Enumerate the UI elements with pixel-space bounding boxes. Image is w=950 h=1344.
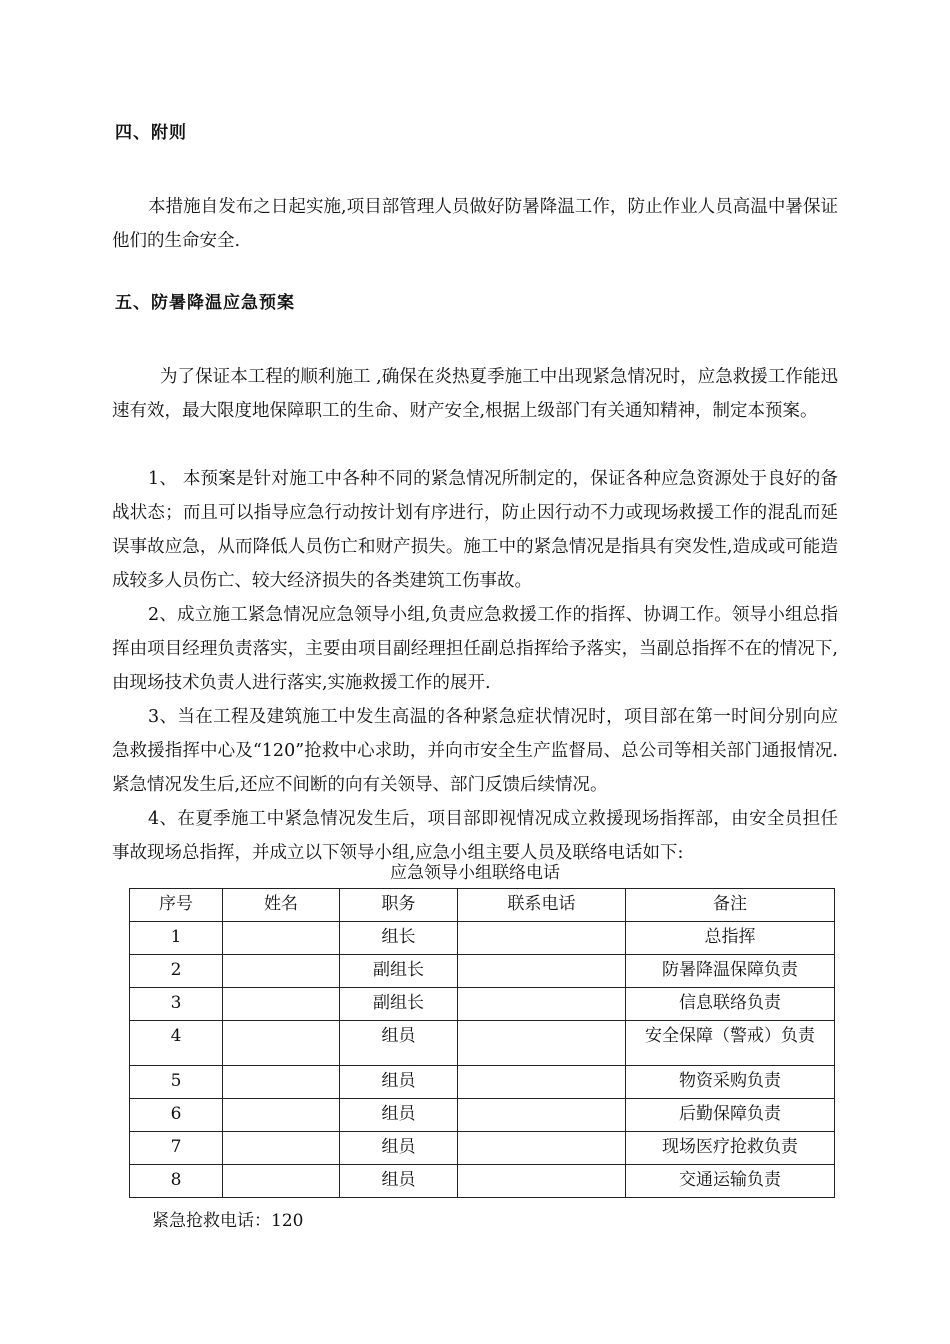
table-cell: 现场医疗抢救负责 [626, 1132, 835, 1165]
section-5-title: 五、防暑降温应急预案 [115, 293, 295, 313]
table-cell [458, 1132, 626, 1165]
emergency-phone: 紧急抢救电话：120 [152, 1211, 304, 1231]
table-cell [223, 1165, 340, 1198]
table-row [130, 922, 835, 955]
item-3-paragraph: 3、当在工程及建筑施工中发生高温的各种紧急症状情况时，项目部在第一时间分别向应急救援指挥中心及“120”抢救中心求助，并向市安全生产监督局、总公司等相关部门通报情况.紧急情况发生后,还应不间断的向有关领导、部门反馈后续情况。 [112, 707, 838, 795]
column-header: 姓名 [223, 889, 340, 922]
table-cell [458, 1165, 626, 1198]
table-cell: 信息联络负责 [626, 988, 835, 1021]
table-cell [458, 1021, 626, 1066]
column-header: 备注 [626, 889, 835, 922]
table-cell: 6 [130, 1099, 223, 1132]
table-cell: 1 [130, 922, 223, 955]
table-row [130, 955, 835, 988]
table-cell: 7 [130, 1132, 223, 1165]
table-cell [223, 1066, 340, 1099]
table-cell: 4 [130, 1021, 223, 1066]
item-4-paragraph: 4、在夏季施工中紧急情况发生后，项目部即视情况成立救援现场指挥部，由安全员担任事故现场总指挥，并成立以下领导小组,应急小组主要人员及联络电话如下: [112, 809, 838, 863]
table-cell [458, 988, 626, 1021]
table-cell [223, 955, 340, 988]
table-row [130, 1132, 835, 1165]
table-cell: 组员 [340, 1066, 458, 1099]
table-cell: 组员 [340, 1132, 458, 1165]
table-row [130, 988, 835, 1021]
table-cell: 物资采购负责 [626, 1066, 835, 1099]
table-header-row [130, 889, 835, 922]
table-cell: 组员 [340, 1021, 458, 1066]
table-row [130, 1066, 835, 1099]
table-cell: 交通运输负责 [626, 1165, 835, 1198]
table-cell: 组员 [340, 1165, 458, 1198]
table-cell: 安全保障（警戒）负责 [626, 1021, 835, 1066]
table-caption: 应急领导小组联络电话 [390, 863, 560, 883]
column-header: 序号 [130, 889, 223, 922]
table-row [130, 1021, 835, 1066]
table-cell [223, 1132, 340, 1165]
table-cell: 8 [130, 1165, 223, 1198]
table-cell [458, 1099, 626, 1132]
section-4-title: 四、附则 [115, 123, 187, 143]
table-cell: 组员 [340, 1099, 458, 1132]
item-1-paragraph: 1、 本预案是针对施工中各种不同的紧急情况所制定的，保证各种应急资源处于良好的备战状态；而且可以指导应急行动按计划有序进行，防止因行动不力或现场救援工作的混乱而延误事故应急，从而降低人员伤亡和财产损失。施工中的紧急情况是指具有突发性,造成或可能造成较多人员伤亡、较大经济损失的各类建筑工伤事故。 [112, 469, 838, 591]
table-cell: 2 [130, 955, 223, 988]
item-2-paragraph: 2、成立施工紧急情况应急领导小组,负责应急救援工作的指挥、协调工作。领导小组总指挥由项目经理负责落实，主要由项目副经理担任副总指挥给予落实，当副总指挥不在的情况下,由现场技术负责人进行落实,实施救援工作的展开. [112, 605, 838, 693]
table-cell [458, 922, 626, 955]
table-cell [458, 955, 626, 988]
table-cell: 总指挥 [626, 922, 835, 955]
table-cell: 副组长 [340, 955, 458, 988]
contact-table [129, 888, 835, 1198]
table-cell: 后勤保障负责 [626, 1099, 835, 1132]
table-cell [223, 1099, 340, 1132]
table-row [130, 1099, 835, 1132]
table-cell [458, 1066, 626, 1099]
intro-paragraph: 为了保证本工程的顺利施工 ,确保在炎热夏季施工中出现紧急情况时，应急救援工作能迅速有效，最大限度地保障职工的生命、财产安全,根据上级部门有关通知精神，制定本预案。 [112, 367, 838, 421]
table-cell: 5 [130, 1066, 223, 1099]
table-cell: 3 [130, 988, 223, 1021]
column-header: 联系电话 [458, 889, 626, 922]
table-row [130, 1165, 835, 1198]
table-cell: 组长 [340, 922, 458, 955]
column-header: 职务 [340, 889, 458, 922]
table-cell [223, 922, 340, 955]
table-cell [223, 1021, 340, 1066]
table-cell: 防暑降温保障负责 [626, 955, 835, 988]
section-4-paragraph: 本措施自发布之日起实施,项目部管理人员做好防暑降温工作，防止作业人员高温中暑保证他们的生命安全. [112, 197, 838, 251]
table-cell: 副组长 [340, 988, 458, 1021]
table-cell [223, 988, 340, 1021]
